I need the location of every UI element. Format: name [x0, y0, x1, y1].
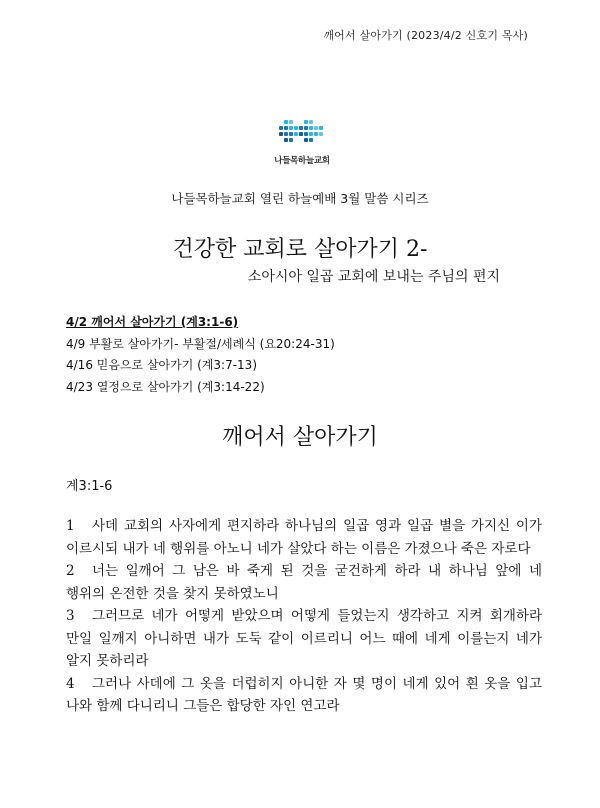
- sermon-title: 깨어서 살아가기: [222, 425, 378, 450]
- logo-dot: [284, 126, 288, 130]
- logo-dot: [314, 132, 318, 136]
- logo-dot: [319, 126, 323, 130]
- verse-text: 사데 교회의 사자에게 편지하라 하나님의 일곱 영과 일곱 별을 가지신 이가 이르시되 내가 네 행위를 아노니 네가 살았다 하는 이름은 가졌으나 죽은 자로다: [66, 518, 542, 557]
- logo-dot: [309, 120, 313, 124]
- logo-dot: [294, 132, 298, 136]
- schedule-item: 4/23 열정으로 살아가기 (계3:14-22): [66, 379, 265, 394]
- logo-dot: [284, 120, 288, 124]
- verse-number: 1: [66, 518, 75, 534]
- verse: [66, 515, 542, 560]
- schedule-item-current: 4/2 깨어서 살아가기 (계3:1-6): [66, 315, 239, 329]
- logo-dot: [319, 132, 323, 136]
- verse: [66, 560, 542, 605]
- verse-text: 그러므로 네가 어떻게 받았으며 어떻게 들었는지 생각하고 지켜 회개하라 만일 일깨지 아니하면 내가 도둑 같이 이르리니 어느 때에 네게 이를는지 네가 알지 못하리라: [66, 608, 542, 669]
- church-logo-icon: [277, 119, 327, 147]
- sub-title: 소아시아 일곱 교회에 보내는 주님의 편지: [247, 269, 500, 285]
- verse-text: 그러나 사데에 그 옷을 더럽히지 아니한 자 몇 명이 네게 있어 흰 옷을 입고 나와 함께 다니리니 그들은 합당한 자인 연고라: [66, 675, 542, 714]
- church-logo-text: 나들목하늘교회: [274, 156, 330, 166]
- logo-dot: [314, 126, 318, 130]
- schedule-item: 4/16 믿음으로 살아가기 (계3:7-13): [66, 358, 257, 372]
- verse-number: 2: [66, 563, 75, 579]
- main-title: 건강한 교회로 살아가기 2-: [172, 237, 428, 262]
- verse-number: 4: [66, 675, 75, 692]
- logo-dot: [304, 126, 308, 130]
- logo-dot: [309, 126, 313, 130]
- schedule-item: 4/9 부활로 살아가기- 부활절/세례식 (요20:24-31): [66, 336, 335, 351]
- logo-dot: [289, 132, 293, 136]
- verse-number: 3: [66, 608, 75, 624]
- logo-dot: [289, 138, 293, 142]
- logo-dot: [279, 132, 283, 136]
- logo-dot: [284, 138, 288, 142]
- header-note: 깨어서 살아가기 (2023/4/2 신호기 목사): [323, 29, 528, 42]
- logo-dot: [289, 126, 293, 130]
- logo-dot: [304, 138, 308, 142]
- verse: [66, 605, 542, 673]
- verse-text: 너는 일깨어 그 남은 바 죽게 된 것을 굳건하게 하라 내 하나님 앞에 네 행위의 온전한 것을 찾지 못하였노니: [66, 563, 542, 602]
- scripture-reference: 계3:1-6: [66, 479, 113, 494]
- logo-dot: [304, 120, 308, 124]
- logo-dot: [289, 120, 293, 124]
- logo-dot: [309, 138, 313, 142]
- logo-dot: [309, 132, 313, 136]
- verse: [66, 673, 542, 718]
- logo-dot: [299, 126, 303, 130]
- logo-dot: [279, 126, 283, 130]
- scripture-passage: [66, 515, 542, 718]
- logo-dot: [284, 132, 288, 136]
- logo-dot: [304, 132, 308, 136]
- series-line: 나들목하늘교회 열린 하늘예배 3월 말씀 시리즈: [171, 191, 429, 206]
- logo-dot: [294, 126, 298, 130]
- logo-dot: [299, 132, 303, 136]
- sermon-schedule: [66, 312, 335, 398]
